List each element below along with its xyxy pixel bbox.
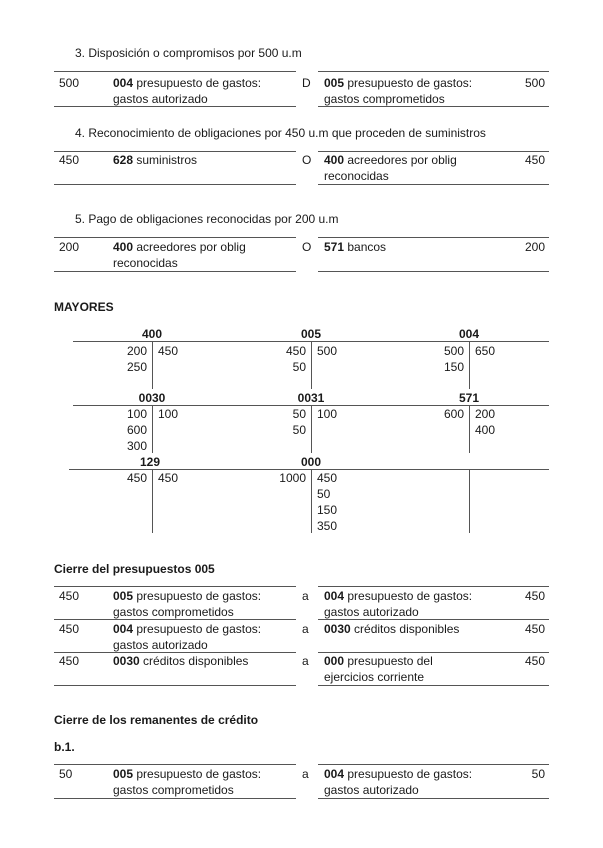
debit-code: 0030 bbox=[113, 654, 140, 668]
credit-code: 000 bbox=[324, 654, 345, 668]
debit-desc: créditos disponibles bbox=[139, 654, 249, 668]
debit-code: 004 bbox=[113, 622, 134, 636]
section-heading-3: 3. Disposición o compromisos por 500 u.m bbox=[75, 46, 302, 60]
credit-desc: presupuesto de gastos: bbox=[344, 76, 473, 90]
debit-code: 628 bbox=[113, 153, 134, 167]
credit-amount: 450 bbox=[524, 622, 545, 636]
rule bbox=[54, 798, 296, 799]
credit-amount: 450 bbox=[524, 153, 545, 167]
debit-desc: acreedores por oblig bbox=[133, 240, 246, 254]
t-credit: 100 bbox=[158, 407, 179, 421]
debit-code: 004 bbox=[113, 76, 134, 90]
debit-account bbox=[113, 239, 246, 255]
credit-desc-line2: gastos autorizado bbox=[324, 605, 419, 619]
credit-account bbox=[324, 653, 433, 669]
rule bbox=[318, 271, 549, 272]
debit-desc: presupuesto de gastos: bbox=[133, 76, 262, 90]
entry-separator: O bbox=[302, 153, 312, 167]
credit-account bbox=[324, 766, 472, 782]
t-account-divider bbox=[469, 341, 470, 389]
t-credit: 350 bbox=[317, 519, 338, 533]
debit-desc-line2: gastos comprometidos bbox=[113, 783, 234, 797]
debit-code: 400 bbox=[113, 240, 134, 254]
rule bbox=[318, 798, 549, 799]
t-account-divider bbox=[469, 469, 470, 533]
rule bbox=[318, 586, 549, 587]
rule bbox=[318, 237, 549, 238]
rule bbox=[54, 764, 296, 765]
t-debit: 600 bbox=[443, 407, 464, 421]
credit-desc: presupuesto de gastos: bbox=[344, 589, 473, 603]
rule bbox=[54, 271, 296, 272]
credit-code: 0030 bbox=[324, 622, 351, 636]
t-debit: 50 bbox=[292, 407, 306, 421]
debit-account bbox=[113, 75, 261, 91]
credit-account bbox=[324, 239, 386, 255]
debit-account bbox=[113, 152, 197, 168]
credit-desc: créditos disponibles bbox=[350, 622, 460, 636]
remanentes-subtitle: b.1. bbox=[54, 740, 75, 754]
cierre-title: Cierre del presupuestos 005 bbox=[54, 562, 215, 576]
debit-desc: presupuesto de gastos: bbox=[133, 767, 262, 781]
t-account-divider bbox=[152, 341, 153, 389]
t-debit: 50 bbox=[292, 423, 306, 437]
debit-desc-line2: reconocidas bbox=[113, 256, 178, 270]
credit-amount: 500 bbox=[524, 76, 545, 90]
debit-amount: 450 bbox=[59, 622, 80, 636]
t-credit: 450 bbox=[317, 471, 338, 485]
t-debit: 450 bbox=[126, 471, 147, 485]
t-account-divider bbox=[469, 405, 470, 453]
credit-account bbox=[324, 152, 457, 168]
rule bbox=[54, 237, 296, 238]
credit-amount: 50 bbox=[531, 767, 545, 781]
credit-desc: presupuesto de gastos: bbox=[344, 767, 473, 781]
remanentes-title: Cierre de los remanentes de crédito bbox=[54, 713, 259, 727]
rule bbox=[54, 619, 296, 620]
t-debit: 150 bbox=[443, 360, 464, 374]
entry-separator: D bbox=[302, 76, 311, 90]
section-heading-5: 5. Pago de obligaciones reconocidas por 200 u.m bbox=[75, 212, 339, 226]
rule bbox=[54, 586, 296, 587]
t-account-code: 000 bbox=[300, 455, 322, 469]
credit-amount: 450 bbox=[524, 589, 545, 603]
t-account-code: 0031 bbox=[297, 391, 325, 405]
t-account-code: 129 bbox=[139, 455, 161, 469]
mayores-title: MAYORES bbox=[54, 300, 114, 314]
t-credit: 450 bbox=[158, 344, 179, 358]
t-credit: 200 bbox=[475, 407, 496, 421]
t-debit: 100 bbox=[126, 407, 147, 421]
rule bbox=[318, 184, 549, 185]
debit-desc: presupuesto de gastos: bbox=[133, 589, 262, 603]
rule bbox=[318, 71, 549, 72]
t-account-divider bbox=[152, 405, 153, 453]
t-credit: 650 bbox=[475, 344, 496, 358]
credit-desc: acreedores por oblig bbox=[344, 153, 457, 167]
debit-amount: 50 bbox=[59, 767, 73, 781]
entry-separator: O bbox=[302, 240, 312, 254]
debit-account bbox=[113, 766, 261, 782]
debit-account bbox=[113, 588, 261, 604]
t-credit: 100 bbox=[317, 407, 338, 421]
t-debit: 200 bbox=[126, 344, 147, 358]
rule bbox=[54, 71, 296, 72]
credit-code: 004 bbox=[324, 767, 345, 781]
credit-amount: 200 bbox=[524, 240, 545, 254]
credit-code: 005 bbox=[324, 76, 345, 90]
credit-code: 571 bbox=[324, 240, 345, 254]
credit-desc: presupuesto del bbox=[344, 654, 433, 668]
debit-amount: 500 bbox=[59, 76, 80, 90]
t-credit: 150 bbox=[317, 503, 338, 517]
credit-code: 400 bbox=[324, 153, 345, 167]
debit-desc-line2: gastos comprometidos bbox=[113, 605, 234, 619]
t-debit: 600 bbox=[126, 423, 147, 437]
entry-separator: a bbox=[302, 767, 309, 781]
t-credit: 450 bbox=[158, 471, 179, 485]
credit-amount: 450 bbox=[524, 654, 545, 668]
debit-amount: 450 bbox=[59, 153, 80, 167]
credit-account bbox=[324, 75, 472, 91]
debit-desc-line2: gastos autorizado bbox=[113, 92, 208, 106]
t-debit: 50 bbox=[292, 360, 306, 374]
credit-desc-line2: ejercicios corriente bbox=[324, 670, 425, 684]
rule bbox=[318, 764, 549, 765]
credit-account bbox=[324, 588, 472, 604]
debit-desc: presupuesto de gastos: bbox=[133, 622, 262, 636]
debit-account bbox=[113, 621, 261, 637]
entry-separator: a bbox=[302, 622, 309, 636]
t-credit: 500 bbox=[317, 344, 338, 358]
t-debit: 250 bbox=[126, 360, 147, 374]
rule bbox=[54, 106, 296, 107]
debit-desc-line2: gastos autorizado bbox=[113, 638, 208, 652]
t-account-code: 005 bbox=[300, 327, 322, 341]
t-debit: 300 bbox=[126, 439, 147, 453]
debit-code: 005 bbox=[113, 589, 134, 603]
debit-code: 005 bbox=[113, 767, 134, 781]
rule bbox=[54, 685, 296, 686]
credit-desc-line2: gastos autorizado bbox=[324, 783, 419, 797]
t-account-code: 004 bbox=[458, 327, 480, 341]
debit-amount: 200 bbox=[59, 240, 80, 254]
credit-account bbox=[324, 621, 459, 637]
rule bbox=[54, 184, 296, 185]
t-account-divider bbox=[311, 341, 312, 389]
t-credit: 50 bbox=[317, 487, 331, 501]
t-account-code: 400 bbox=[141, 327, 163, 341]
rule bbox=[318, 106, 549, 107]
t-debit: 500 bbox=[443, 344, 464, 358]
debit-account bbox=[113, 653, 248, 669]
rule bbox=[318, 619, 549, 620]
debit-amount: 450 bbox=[59, 589, 80, 603]
t-account-code: 571 bbox=[458, 391, 480, 405]
t-debit: 1000 bbox=[279, 471, 306, 485]
section-heading-4: 4. Reconocimiento de obligaciones por 450 u.m que proceden de suministros bbox=[75, 126, 486, 140]
entry-separator: a bbox=[302, 589, 309, 603]
credit-code: 004 bbox=[324, 589, 345, 603]
t-account-divider bbox=[311, 405, 312, 453]
debit-amount: 450 bbox=[59, 654, 80, 668]
debit-desc: suministros bbox=[133, 153, 198, 167]
t-account-divider bbox=[152, 469, 153, 533]
t-credit: 400 bbox=[475, 423, 496, 437]
t-debit: 450 bbox=[285, 344, 306, 358]
credit-desc-line2: reconocidas bbox=[324, 169, 389, 183]
credit-desc: bancos bbox=[344, 240, 387, 254]
rule bbox=[318, 685, 549, 686]
credit-desc-line2: gastos comprometidos bbox=[324, 92, 445, 106]
t-account-code: 0030 bbox=[138, 391, 166, 405]
t-account-divider bbox=[311, 469, 312, 533]
entry-separator: a bbox=[302, 654, 309, 668]
